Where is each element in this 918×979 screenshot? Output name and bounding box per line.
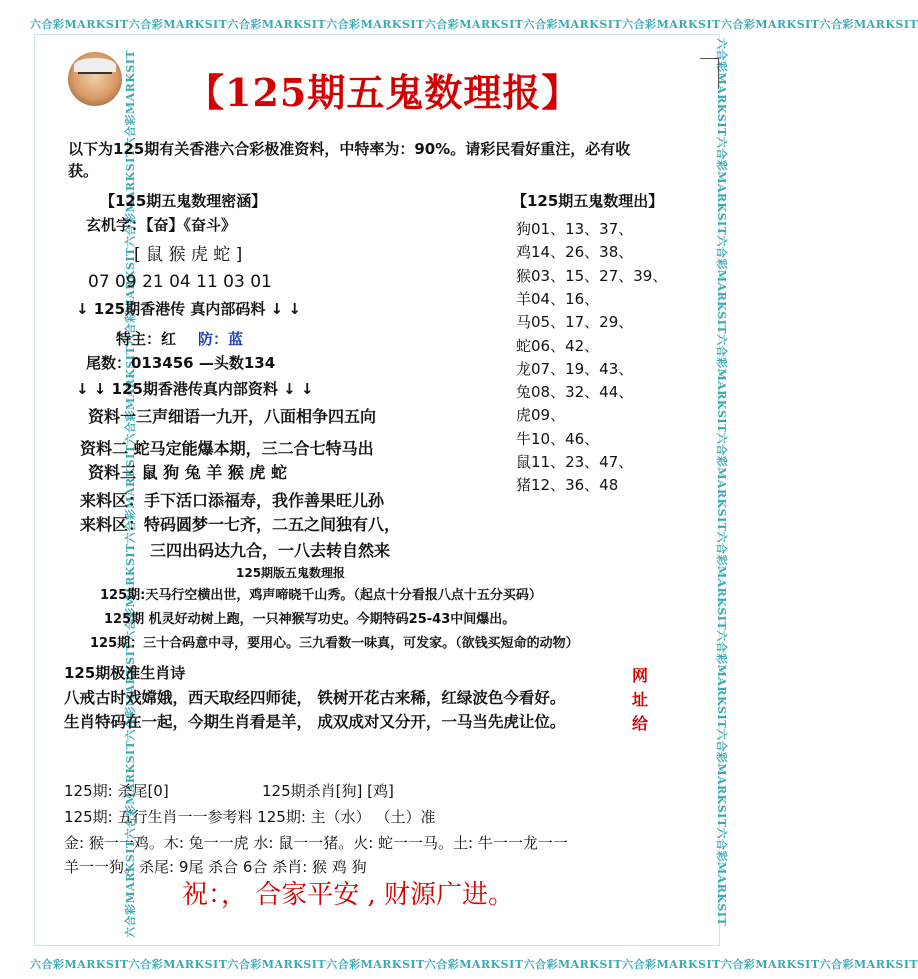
source-1: 来料区：手下活口添福寿，我作善果旺儿孙 xyxy=(80,491,385,510)
kill-tail: 125期: 杀尾[0] xyxy=(64,782,169,800)
corner-mark xyxy=(700,58,719,89)
watermark-top: 六合彩MARKSIT六合彩MARKSIT六合彩MARKSIT六合彩MARKSIT六合彩MARKSIT六合彩MARKSIT六合彩MARKSIT六合彩MARKSIT六合彩MARKSIT xyxy=(30,18,918,31)
watermark-bottom: 六合彩MARKSIT六合彩MARKSIT六合彩MARKSIT六合彩MARKSIT六合彩MARKSIT六合彩MARKSIT六合彩MARKSIT六合彩MARKSIT六合彩MARKSIT xyxy=(30,958,918,971)
tail-numbers: 尾数：013456 —头数134 xyxy=(86,354,276,372)
avatar-glasses xyxy=(78,72,112,82)
zodiac-number-row: 猪12、36、48 xyxy=(516,476,619,495)
avatar xyxy=(68,52,122,106)
zodiac-list: [ 鼠 猴 虎 蛇 ] xyxy=(134,245,243,265)
page-title: 【125期五鬼数理报】 xyxy=(186,70,581,115)
middle-line-1: 125期:天马行空横出世，鸡声啼晓千山秀。（起点十分看报八点十五分买码） xyxy=(100,588,542,603)
zodiac-number-row: 虎09、 xyxy=(516,406,566,425)
zodiac-number-row: 马05、17、29、 xyxy=(516,313,634,332)
zodiac-number-row: 猴03、15、27、39、 xyxy=(516,266,668,285)
middle-line-3: 125期：三十合码意中寻，要用心。三九看数一味真，可发家。（欲钱买短命的动物） xyxy=(90,636,579,651)
intro-line-1: 以下为125期有关香港六合彩极准资料，中特率为：90%。请彩民看好重注，必有收 xyxy=(68,140,631,158)
blessing-text: 祝：， 合家平安 , 财源广进。 xyxy=(182,880,515,910)
intro-line-2: 获。 xyxy=(68,162,99,180)
elements-mapping-2: 羊一一狗。杀尾: 9尾 杀合 6合 杀肖: 猴 鸡 狗 xyxy=(64,858,367,876)
website-stamp: 网址给 xyxy=(632,666,649,733)
special-label: 特主：红 xyxy=(116,330,177,348)
elements-mapping-1: 金: 猴一一鸡。木: 兔一一虎 水: 鼠一一猪。火: 蛇一一马。土: 牛一一龙一一 xyxy=(64,834,568,852)
watermark-right: 六合彩MARKSIT六合彩MARKSIT六合彩MARKSIT六合彩MARKSIT六合彩MARKSIT六合彩MARKSIT六合彩MARKSIT六合彩MARKSIT六合彩MARKSIT xyxy=(715,38,728,927)
middle-heading: 125期版五鬼数理报 xyxy=(236,566,346,580)
watermark-left: 六合彩MARKSIT六合彩MARKSIT六合彩MARKSIT六合彩MARKSIT六合彩MARKSIT六合彩MARKSIT六合彩MARKSIT六合彩MARKSIT六合彩MARKSIT xyxy=(124,49,137,938)
zodiac-number-row: 羊04、16、 xyxy=(516,289,600,308)
zodiac-number-row: 狗01、13、37、 xyxy=(516,220,634,238)
info-heading: ↓ ↓ 125期香港传真内部资料 ↓ ↓ xyxy=(76,380,314,398)
avatar-hair xyxy=(74,58,116,72)
five-elements-line: 125期: 五行生肖一一参考料 125期: 主（水） （土）准 xyxy=(64,808,436,826)
right-heading: 【125期五鬼数理出】 xyxy=(512,192,664,210)
number-list: 07 09 21 04 11 03 01 xyxy=(88,272,272,292)
zodiac-number-row: 牛10、46、 xyxy=(516,429,600,448)
poem-heading: 125期极准生肖诗 xyxy=(64,664,186,682)
info-2: 资料二 蛇马定能爆本期，三二合七特马出 xyxy=(80,439,374,458)
code-heading: ↓ 125期香港传 真内部码料 ↓ ↓ xyxy=(76,300,301,318)
poem-line-1: 八戒古时戏嫦娥，西天取经四师徒， 铁树开花古来稀，红绿波色今看好。 xyxy=(64,689,566,707)
source-2: 来料区：特码圆梦一七齐，二五之间独有八， xyxy=(80,515,401,534)
zodiac-number-row: 龙07、19、43、 xyxy=(516,359,634,378)
poem-line-2: 生肖特码在一起，今期生肖看是羊， 成双成对又分开，一马当先虎让位。 xyxy=(64,713,566,731)
zodiac-number-row: 蛇06、42、 xyxy=(516,336,600,355)
zodiac-number-row: 鸡14、26、38、 xyxy=(516,243,634,262)
middle-line-2: 125期 机灵好动树上跑，一只神猴写功史。今期特码25-43中间爆出。 xyxy=(104,612,516,627)
source-3: 三四出码达九合，一八去转自然来 xyxy=(150,541,391,560)
left-heading: 【125期五鬼数理密涵】 xyxy=(100,192,267,210)
info-1: 资料一三声细语一九开，八面相争四五向 xyxy=(88,407,377,426)
xuanji-text: 玄机字：【奋】《奋斗》 xyxy=(86,216,237,234)
kill-zodiac: 125期杀肖[狗] [鸡] xyxy=(262,782,394,800)
zodiac-number-row: 兔08、32、44、 xyxy=(516,383,634,402)
zodiac-number-row: 鼠11、23、47、 xyxy=(516,453,634,471)
defend-label: 防：蓝 xyxy=(198,330,244,348)
info-3: 资料三 鼠 狗 兔 羊 猴 虎 蛇 xyxy=(88,463,287,482)
